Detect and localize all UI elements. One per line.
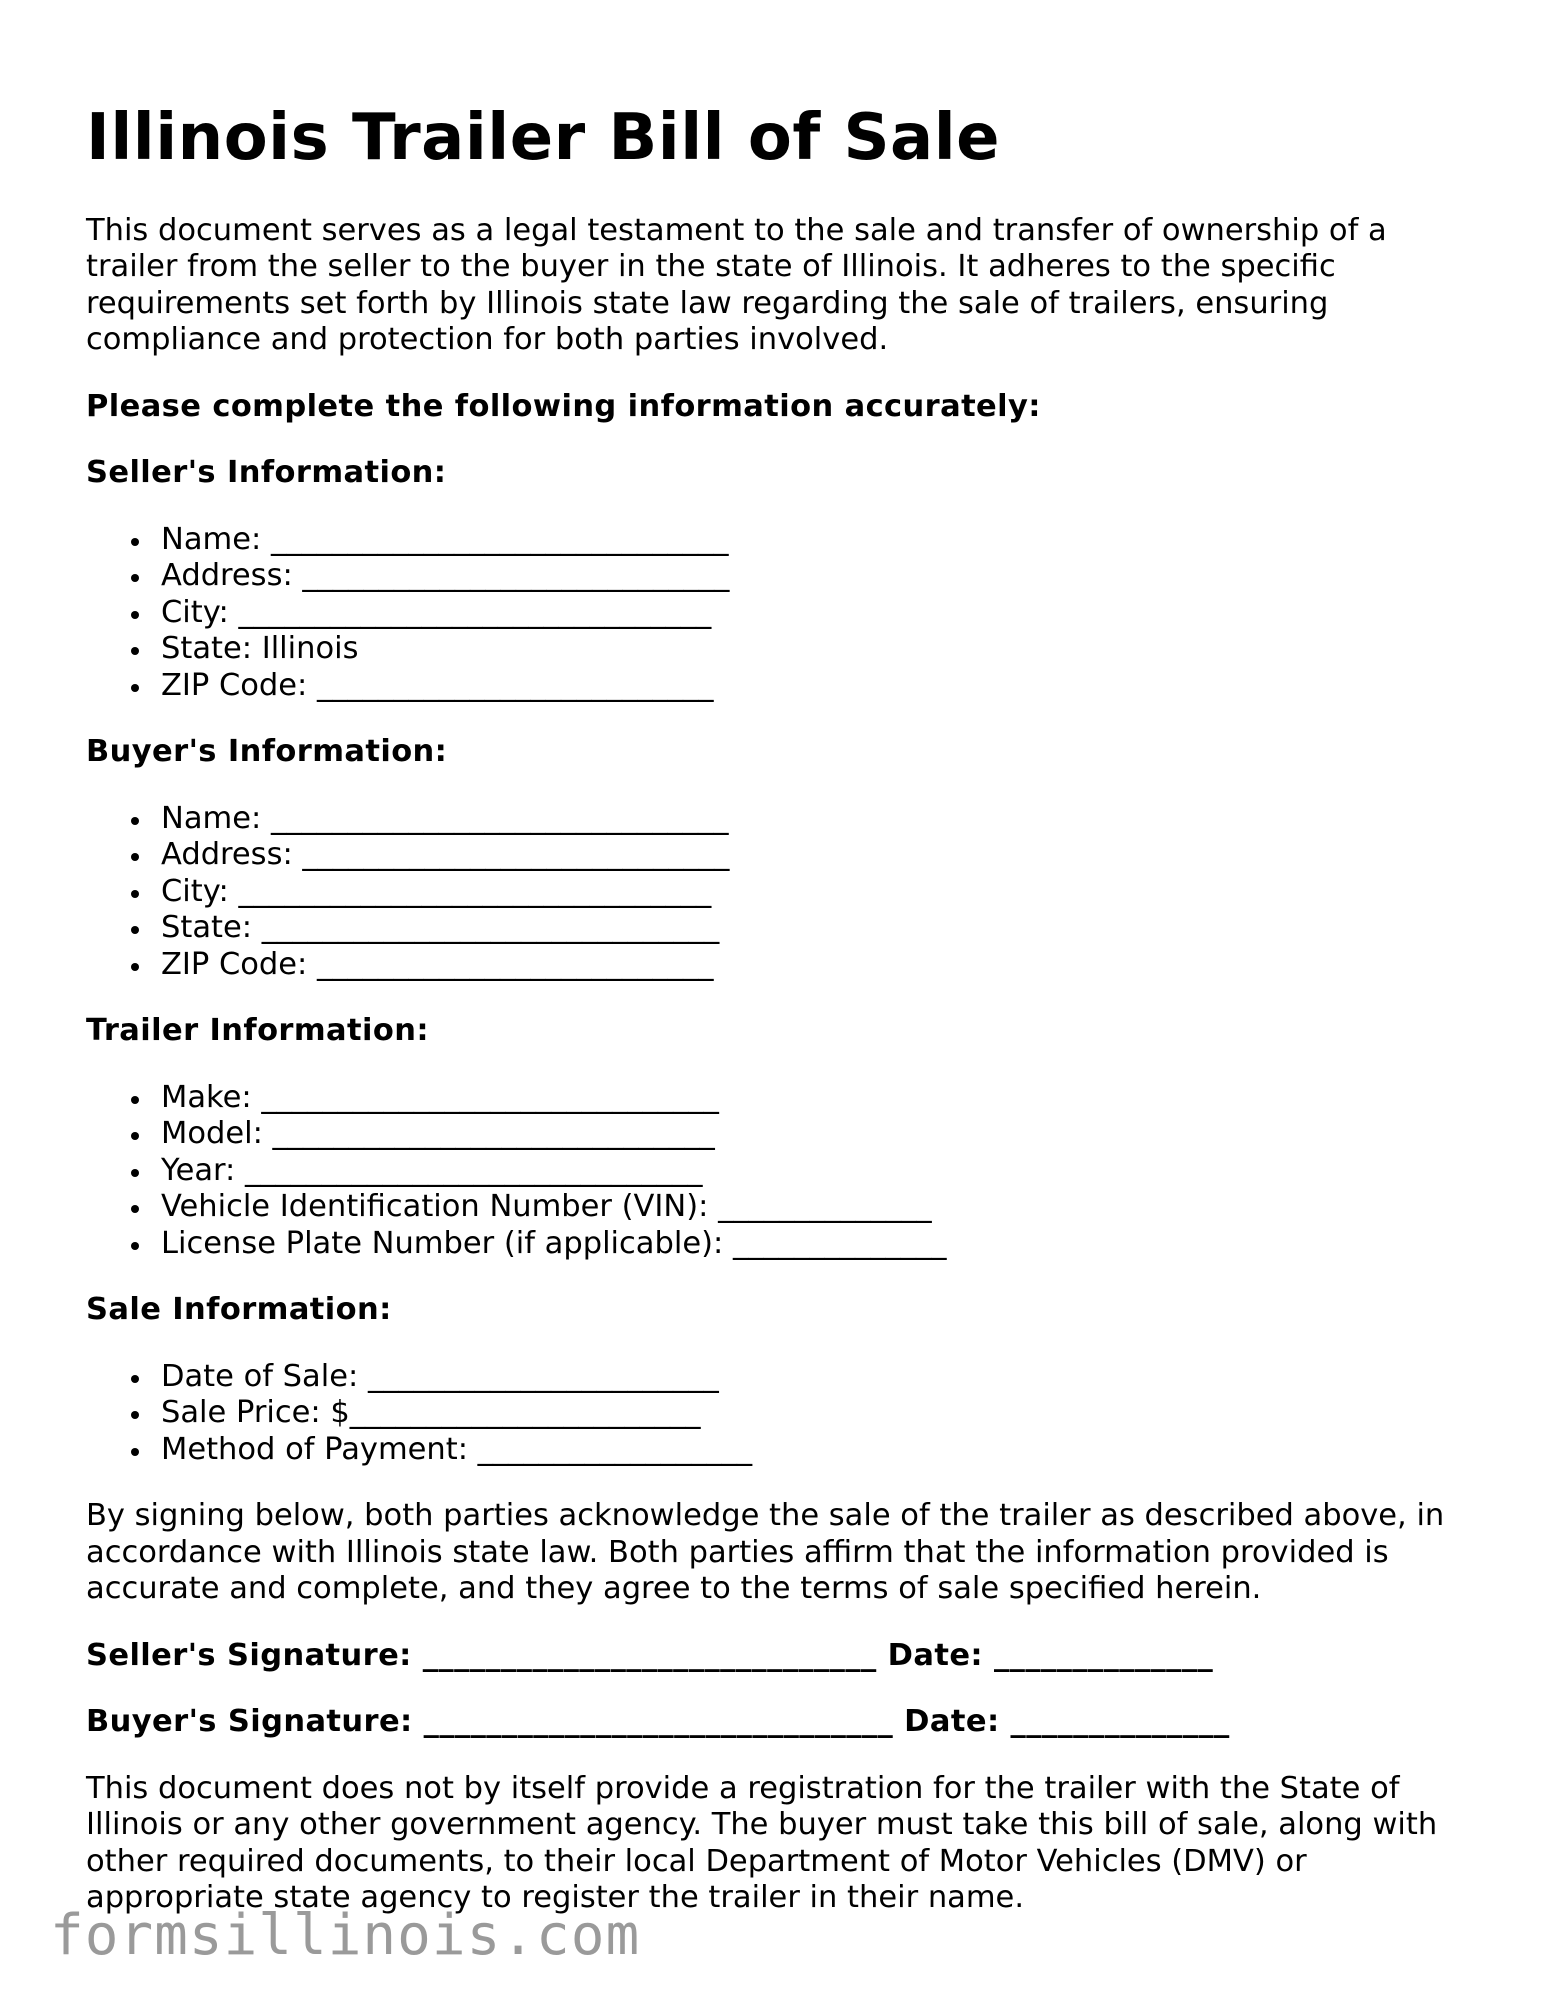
sale-fields-list <box>86 1359 1486 1469</box>
instruction-text: Please complete the following information accurately: <box>86 388 1041 424</box>
sale-section-heading: Sale Information: <box>86 1292 392 1328</box>
trailer-section-heading: Trailer Information: <box>86 1013 429 1049</box>
trailer-make-field: Make: ______________________________ <box>161 1080 1486 1117</box>
trailer-vin-field: Vehicle Identification Number (VIN): ______________ <box>161 1189 1486 1226</box>
buyer-zip-field: ZIP Code: __________________________ <box>161 947 1486 984</box>
payment-method-field: Method of Payment: __________________ <box>161 1432 1486 1469</box>
seller-city-field: City: _______________________________ <box>161 595 1486 632</box>
document-title: Illinois Trailer Bill of Sale <box>86 101 1001 175</box>
document-page <box>86 100 1486 1917</box>
buyer-state-field: State: ______________________________ <box>161 910 1486 947</box>
buyer-address-field: Address: ____________________________ <box>161 837 1486 874</box>
registration-disclaimer: This document does not by itself provide a registration for the trailer with the State of Illinois or any other government agency. The buyer must take this bill of sale, along with other required documents, to their local Department of Motor Vehicles (DMV) or appropriate state agency to register the trailer in their name. <box>86 1770 1438 1916</box>
buyer-city-field: City: _______________________________ <box>161 874 1486 911</box>
buyer-name-field: Name: ______________________________ <box>161 801 1486 838</box>
intro-paragraph: This document serves as a legal testament to the sale and transfer of ownership of a trailer from the seller to the buyer in the state of Illinois. It adheres to the specific requirements set forth by Illinois state law regarding the sale of trailers, ensuring compliance and protection for both parties involved. <box>86 212 1387 358</box>
trailer-model-field: Model: _____________________________ <box>161 1116 1486 1153</box>
buyer-fields-list <box>86 801 1486 984</box>
trailer-fields-list <box>86 1080 1486 1263</box>
trailer-plate-field: License Plate Number (if applicable): ______________ <box>161 1226 1486 1263</box>
seller-zip-field: ZIP Code: __________________________ <box>161 668 1486 705</box>
watermark: formsillinois.com <box>50 1903 641 1968</box>
seller-section-heading: Seller's Information: <box>86 455 447 491</box>
seller-name-field: Name: ______________________________ <box>161 522 1486 559</box>
trailer-year-field: Year: ______________________________ <box>161 1153 1486 1190</box>
seller-address-field: Address: ____________________________ <box>161 558 1486 595</box>
sale-date-field: Date of Sale: _______________________ <box>161 1359 1486 1396</box>
sale-price-field: Sale Price: $_______________________ <box>161 1395 1486 1432</box>
seller-signature-line: Seller's Signature: _____________________________ Date: ______________ <box>86 1637 1214 1673</box>
seller-fields-list <box>86 522 1486 705</box>
acknowledgement-paragraph: By signing below, both parties acknowledge the sale of the trailer as described above, in accordance with Illinois state law. Both parties affirm that the information provided is accurate and complete, and they agree to the terms of sale specified herein. <box>86 1498 1445 1607</box>
seller-state-field: State: Illinois <box>161 631 1486 668</box>
buyer-section-heading: Buyer's Information: <box>86 734 448 770</box>
buyer-signature-line: Buyer's Signature: ______________________________ Date: ______________ <box>86 1704 1230 1740</box>
